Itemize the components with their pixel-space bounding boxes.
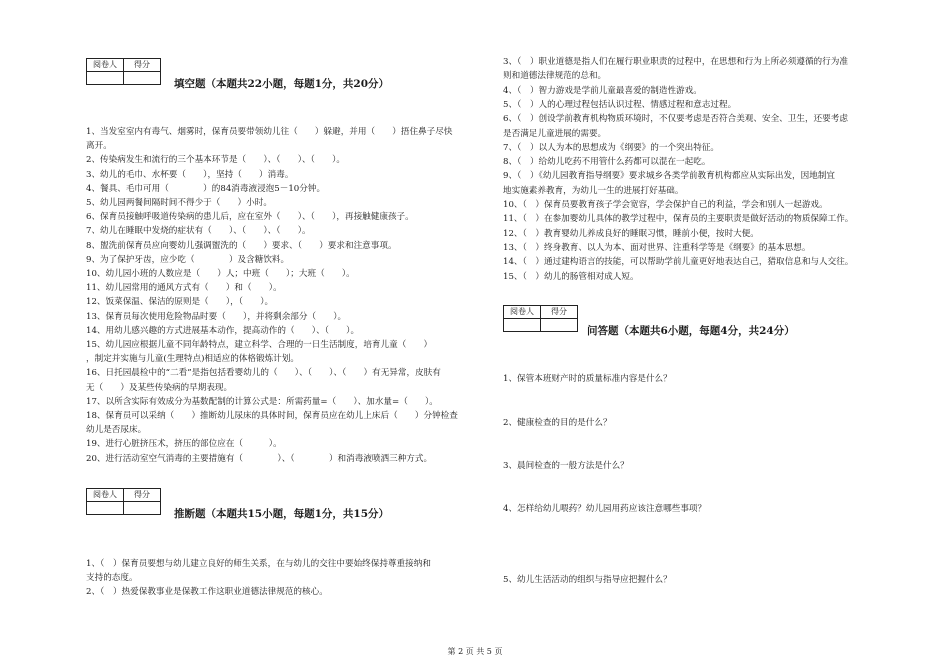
score-cell — [541, 319, 578, 332]
question-line: ，制定并实施与儿童(生理特点)相适应的体格锻炼计划。 — [86, 354, 299, 365]
question-line: 2、（ ）热爱保教事业是保教工作这职业道德法律规范的核心。 — [86, 587, 328, 598]
page-footer: 第 2 页 共 5 页 — [447, 647, 503, 656]
question-line: 10、（ ）保育员要教育孩子学会宽容，学会保护自己的利益，学会和别人一起游戏。 — [503, 200, 828, 210]
question-line: 是否满足儿童进展的需要。 — [503, 128, 607, 139]
question-line: 支持的态度。 — [86, 573, 138, 584]
question-line: 4、（ ）智力游戏是学前儿童最喜爱的制造性游戏。 — [503, 85, 702, 96]
question-line: 14、（ ）通过建构语言的技能，可以帮助学前儿童更好地表达自己，猎取信息和与人交往。 — [503, 257, 854, 268]
score-label: 得分 — [124, 59, 161, 72]
question-line: 离开。 — [86, 141, 112, 152]
question-line: 2、传染病发生和流行的三个基本环节是（ ）、（ ）、（ ）。 — [86, 155, 345, 166]
question-line: 7、（ ）以人为本的思想成为《纲要》的一个突出特征。 — [503, 142, 720, 153]
question-line: 则和道德法律规范的总和。 — [503, 71, 607, 82]
question-line: 18、保育员可以采纳（ ）推断幼儿尿床的具体时间，保育员应在幼儿上床后（ ）分钟检查 — [86, 411, 458, 421]
score-label: 得分 — [124, 489, 161, 502]
question-line: 3、幼儿的毛巾、水杯要（ ），坚持（ ）消毒。 — [86, 169, 294, 180]
reviewer-cell — [87, 72, 124, 85]
question-line: 13、保育员每次使用危险物品时要（ ），并将剩余部分（ ）。 — [86, 311, 347, 322]
question-line: 12、饭菜保温、保洁的原则是（ ），（ ）。 — [86, 297, 274, 308]
question-line: 17、以所含实际有效成分为基数配制的计算公式是：所需药量=（ ）、加水量=（ ）。 — [86, 396, 438, 407]
question-line: 3、（ ）职业道德是指人们在履行职业职责的过程中，在思想和行为上所必须遵循的行为准 — [503, 57, 848, 67]
question-item: 4、怎样给幼儿喂药？幼儿园用药应该注意哪些事项？ — [503, 504, 707, 514]
question-line: 9、为了保护牙齿，应少吃（ ）及含糖饮料。 — [86, 254, 290, 265]
question-line: 8、（ ）给幼儿吃药不用管什么药都可以混在一起吃。 — [503, 157, 711, 168]
score-box-judge — [86, 488, 161, 515]
fill-section-title: 填空题（本题共22小题，每题1分，共20分） — [174, 78, 390, 90]
reviewer-cell — [504, 319, 541, 332]
question-line: 20、进行活动室空气消毒的主要措施有（ ）、（ ）和消毒液喷洒三种方式。 — [86, 453, 433, 464]
question-line: 10、幼儿园小班的人数应是（ ）人；中班（ ）；大班（ ）。 — [86, 269, 355, 279]
question-line: 11、（ ）在参加婴幼儿具体的教学过程中，保育员的主要职责是做好活动的物质保障工作。 — [503, 214, 854, 225]
question-item: 3、晨间检查的一般方法是什么？ — [503, 461, 629, 471]
question-item: 5、幼儿生活活动的组织与指导应把握什么？ — [503, 575, 672, 585]
question-line: 地实施素养教育，为幼儿一生的进展打好基础。 — [503, 185, 684, 196]
question-line: 15、（ ）幼儿的肠管相对成人短。 — [503, 271, 639, 282]
question-item: 2、健康检查的目的是什么？ — [503, 418, 612, 428]
reviewer-label: 阅卷人 — [87, 489, 124, 502]
question-line: 幼儿是否尿床。 — [86, 425, 147, 436]
judge-section-title: 推断题（本题共15小题，每题1分，共15分） — [174, 508, 390, 520]
score-cell — [124, 72, 161, 85]
reviewer-label: 阅卷人 — [504, 306, 541, 319]
reviewer-label: 阅卷人 — [87, 59, 124, 72]
question-line: 8、盥洗前保育员应向婴幼儿强调盥洗的（ ）要求、（ ）要求和注意事项。 — [86, 240, 397, 251]
question-line: 14、用幼儿感兴趣的方式进展基本动作，提高动作的（ ）、（ ）。 — [86, 325, 360, 336]
question-line: 15、幼儿园应根据儿童不同年龄特点，建立科学、合理的一日生活制度，培育儿童（ ） — [86, 340, 433, 350]
question-line: 11、幼儿园常用的通风方式有（ ）和（ ）。 — [86, 283, 282, 294]
question-line: 19、进行心脏挤压术，挤压的部位应在（ ）。 — [86, 439, 282, 450]
question-line: 7、幼儿在睡眠中发烧的症状有（ ）、（ ）、（ ）。 — [86, 226, 311, 237]
question-line: 9、（ ）《幼儿园教育指导纲要》要求城乡各类学前教育机构都应从实际出发，因地制宜 — [503, 171, 836, 182]
question-line: 5、（ ）人的心理过程包括认识过程、情感过程和意志过程。 — [503, 99, 737, 110]
question-line: 12、（ ）教育婴幼儿养成良好的睡眠习惯，睡前小便，按时大便。 — [503, 228, 759, 239]
question-line: 13、（ ）终身教育、以人为本、面对世界、注重科学等是《纲要》的基本思想。 — [503, 242, 811, 253]
question-line: 5、幼儿园两餐间隔时间不得少于（ ）小时。 — [86, 198, 272, 208]
reviewer-cell — [87, 502, 124, 515]
question-line: 16、日托园晨检中的“二看”是指包括看婴幼儿的（ ）、（ ）、（ ）有无异常，皮肤有 — [86, 368, 441, 379]
question-line: 1、当发室室内有毒气、烟雾时，保育员要带领幼儿往（ ）躲避，并用（ ）捂住鼻子尽快 — [86, 127, 453, 137]
question-line: 6、（ ）创设学前教育机构物质环境时，不仅要考虑是否符合美观、安全、卫生，还要考虑 — [503, 114, 848, 125]
score-box-qa — [503, 305, 578, 332]
question-line: 无（ ）及某些传染病的早期表现。 — [86, 382, 233, 393]
question-item: 1、保管本班财产时的质量标准内容是什么？ — [503, 374, 672, 384]
score-box-fill — [86, 58, 161, 85]
score-cell — [124, 502, 161, 515]
question-line: 1、（ ）保育员要想与幼儿建立良好的师生关系，在与幼儿的交往中要始终保持尊重接纳和 — [86, 559, 431, 569]
score-label: 得分 — [541, 306, 578, 319]
question-line: 6、保育员接触呼吸道传染病的患儿后，应在室外（ ）、（ ），再接触健康孩子。 — [86, 212, 414, 223]
qa-section-title: 问答题（本题共6小题，每题4分，共24分） — [587, 325, 795, 337]
question-line: 4、餐具、毛巾可用（ ）的84消毒液浸泡5－10分钟。 — [86, 183, 326, 194]
